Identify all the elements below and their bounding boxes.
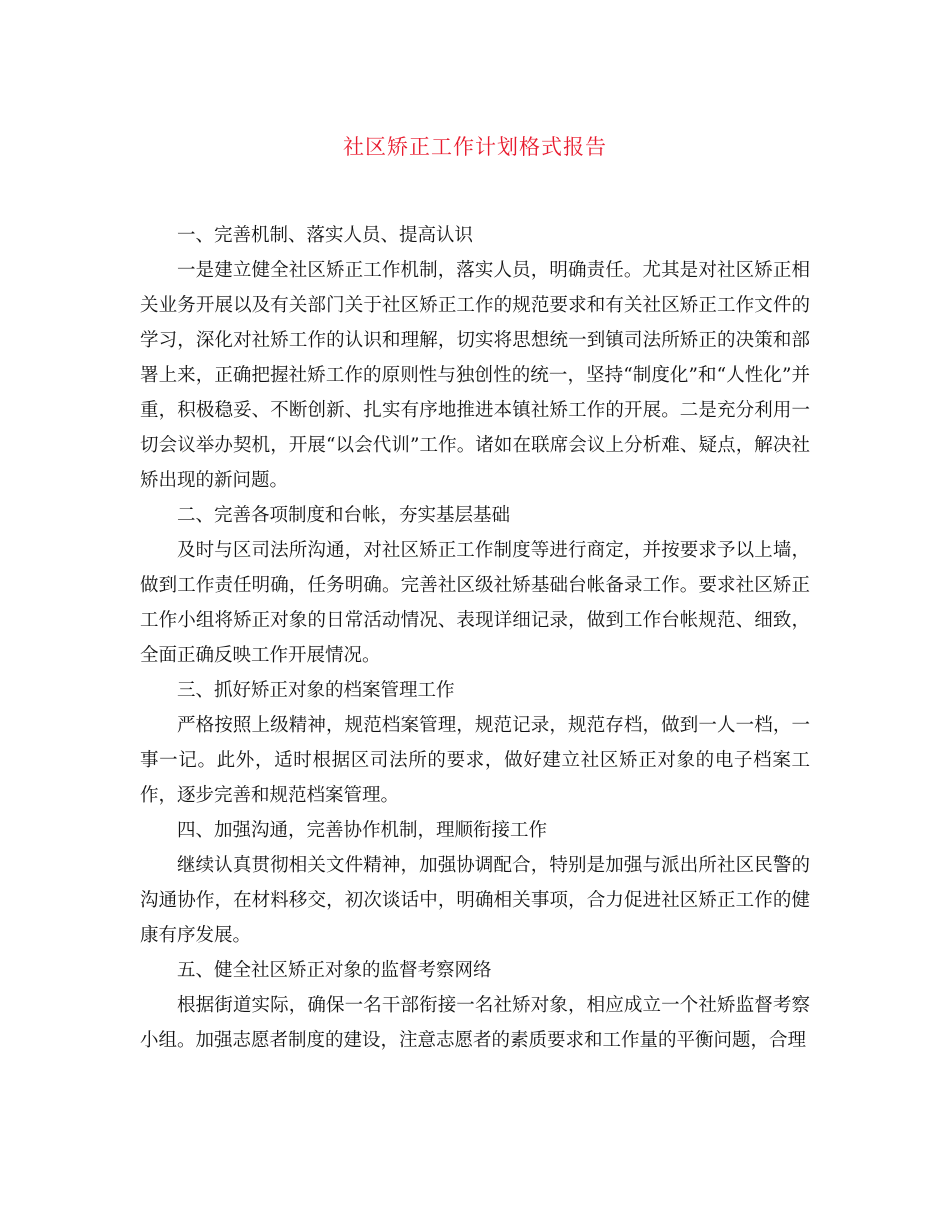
section-heading-5: 五、健全社区矫正对象的监督考察网络 — [177, 960, 492, 981]
section-heading-4: 四、加强沟通，完善协作机制，理顺衔接工作 — [177, 820, 548, 841]
body-paragraph-5: 根据街道实际，确保一名干部衔接一名社矫对象，相应成立一个社矫监督考察小组。加强志愿者制度的建设，注意志愿者的素质要求和工作量的平衡问题，合理 — [140, 995, 810, 1051]
section-heading-3: 三、抓好矫正对象的档案管理工作 — [177, 680, 455, 701]
body-paragraph-4: 继续认真贯彻相关文件精神，加强协调配合，特别是加强与派出所社区民警的沟通协作，在材料移交，初次谈话中，明确相关事项，合力促进社区矫正工作的健康有序发展。 — [140, 855, 810, 946]
document-body — [140, 218, 810, 1058]
body-paragraph-2: 及时与区司法所沟通，对社区矫正工作制度等进行商定，并按要求予以上墙，做到工作责任明确，任务明确。完善社区级社矫基础台帐备录工作。要求社区矫正工作小组将矫正对象的日常活动情况、表现详细记录，做到工作台帐规范、细致，全面正确反映工作开展情况。 — [140, 540, 810, 666]
body-paragraph-3: 严格按照上级精神，规范档案管理，规范记录，规范存档，做到一人一档，一事一记。此外，适时根据区司法所的要求，做好建立社区矫正对象的电子档案工作，逐步完善和规范档案管理。 — [140, 715, 810, 806]
document-title: 社区矫正工作计划格式报告 — [343, 135, 607, 159]
section-heading-2: 二、完善各项制度和台帐，夯实基层基础 — [177, 505, 511, 526]
section-heading-1: 一、完善机制、落实人员、提高认识 — [177, 225, 474, 246]
body-paragraph-1: 一是建立健全社区矫正工作机制，落实人员，明确责任。尤其是对社区矫正相关业务开展以及有关部门关于社区矫正工作的规范要求和有关社区矫正工作文件的学习，深化对社矫工作的认识和理解，切实将思想统一到镇司法所矫正的决策和部署上来，正确把握社矫工作的原则性与独创性的统一，坚持“制度化”和“人性化”并重，积极稳妥、不断创新、扎实有序地推进本镇社矫工作的开展。二是充分利用一切会议举办契机，开展“以会代训”工作。诸如在联席会议上分析难、疑点，解决社矫出现的新问题。 — [140, 260, 810, 491]
